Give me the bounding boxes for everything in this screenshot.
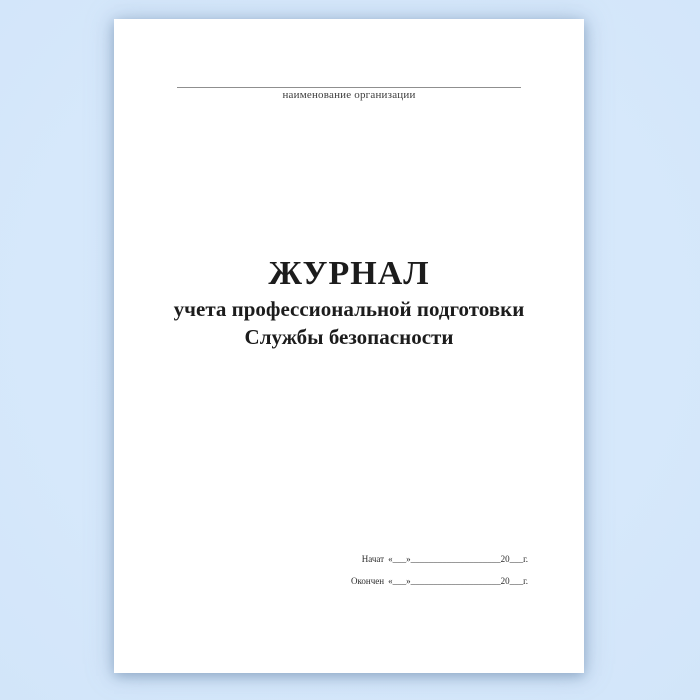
started-label: Начат bbox=[361, 554, 385, 564]
finished-label: Окончен bbox=[350, 576, 385, 586]
title-block bbox=[114, 255, 584, 349]
journal-cover-page bbox=[114, 19, 584, 673]
fill-in-block bbox=[344, 553, 528, 597]
finished-row bbox=[344, 575, 528, 587]
started-year-blank: 20___г. bbox=[500, 554, 528, 564]
started-long-blank: ____________________ bbox=[410, 554, 501, 564]
started-date-blank: «___» bbox=[388, 554, 411, 564]
finished-date-blank: «___» bbox=[388, 576, 411, 586]
finished-year-blank: 20___г. bbox=[500, 576, 528, 586]
organization-name-caption: наименование организации bbox=[282, 89, 416, 101]
finished-long-blank: ____________________ bbox=[410, 576, 501, 586]
organization-name-blank-line bbox=[177, 87, 521, 88]
journal-subtitle-line-2: Службы безопасности bbox=[244, 325, 454, 349]
journal-subtitle-line-1: учета профессиональной подготовки bbox=[173, 297, 525, 321]
organization-name-block bbox=[114, 87, 584, 102]
started-row bbox=[344, 553, 528, 565]
journal-title: ЖУРНАЛ bbox=[268, 255, 430, 292]
